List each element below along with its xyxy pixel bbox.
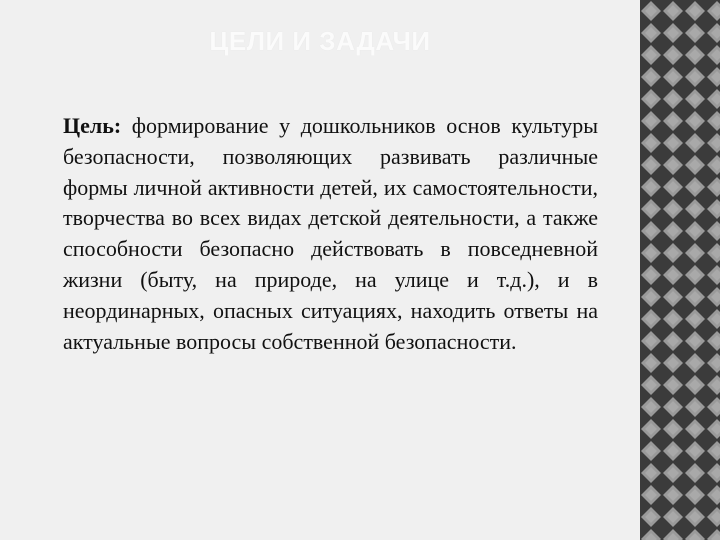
slide-title: ЦЕЛИ И ЗАДАЧИ xyxy=(209,26,431,56)
goal-paragraph xyxy=(63,111,598,357)
decorative-pattern-strip xyxy=(640,0,720,540)
goal-text: формирование у дошкольников основ культуры безопасности, позволяющих развивать различные формы личной активности детей, их самостоятельности, творчества во всех видах детской деятельности, а также способности безопасно действовать в повседневной жизни (быту, на природе, на улице и т.д.), и в неординарных, опасных ситуациях, находить ответы на актуальные вопросы собственной безопасности. xyxy=(63,113,599,354)
goal-label: Цель: xyxy=(63,113,122,138)
diamond-pattern xyxy=(640,0,720,540)
